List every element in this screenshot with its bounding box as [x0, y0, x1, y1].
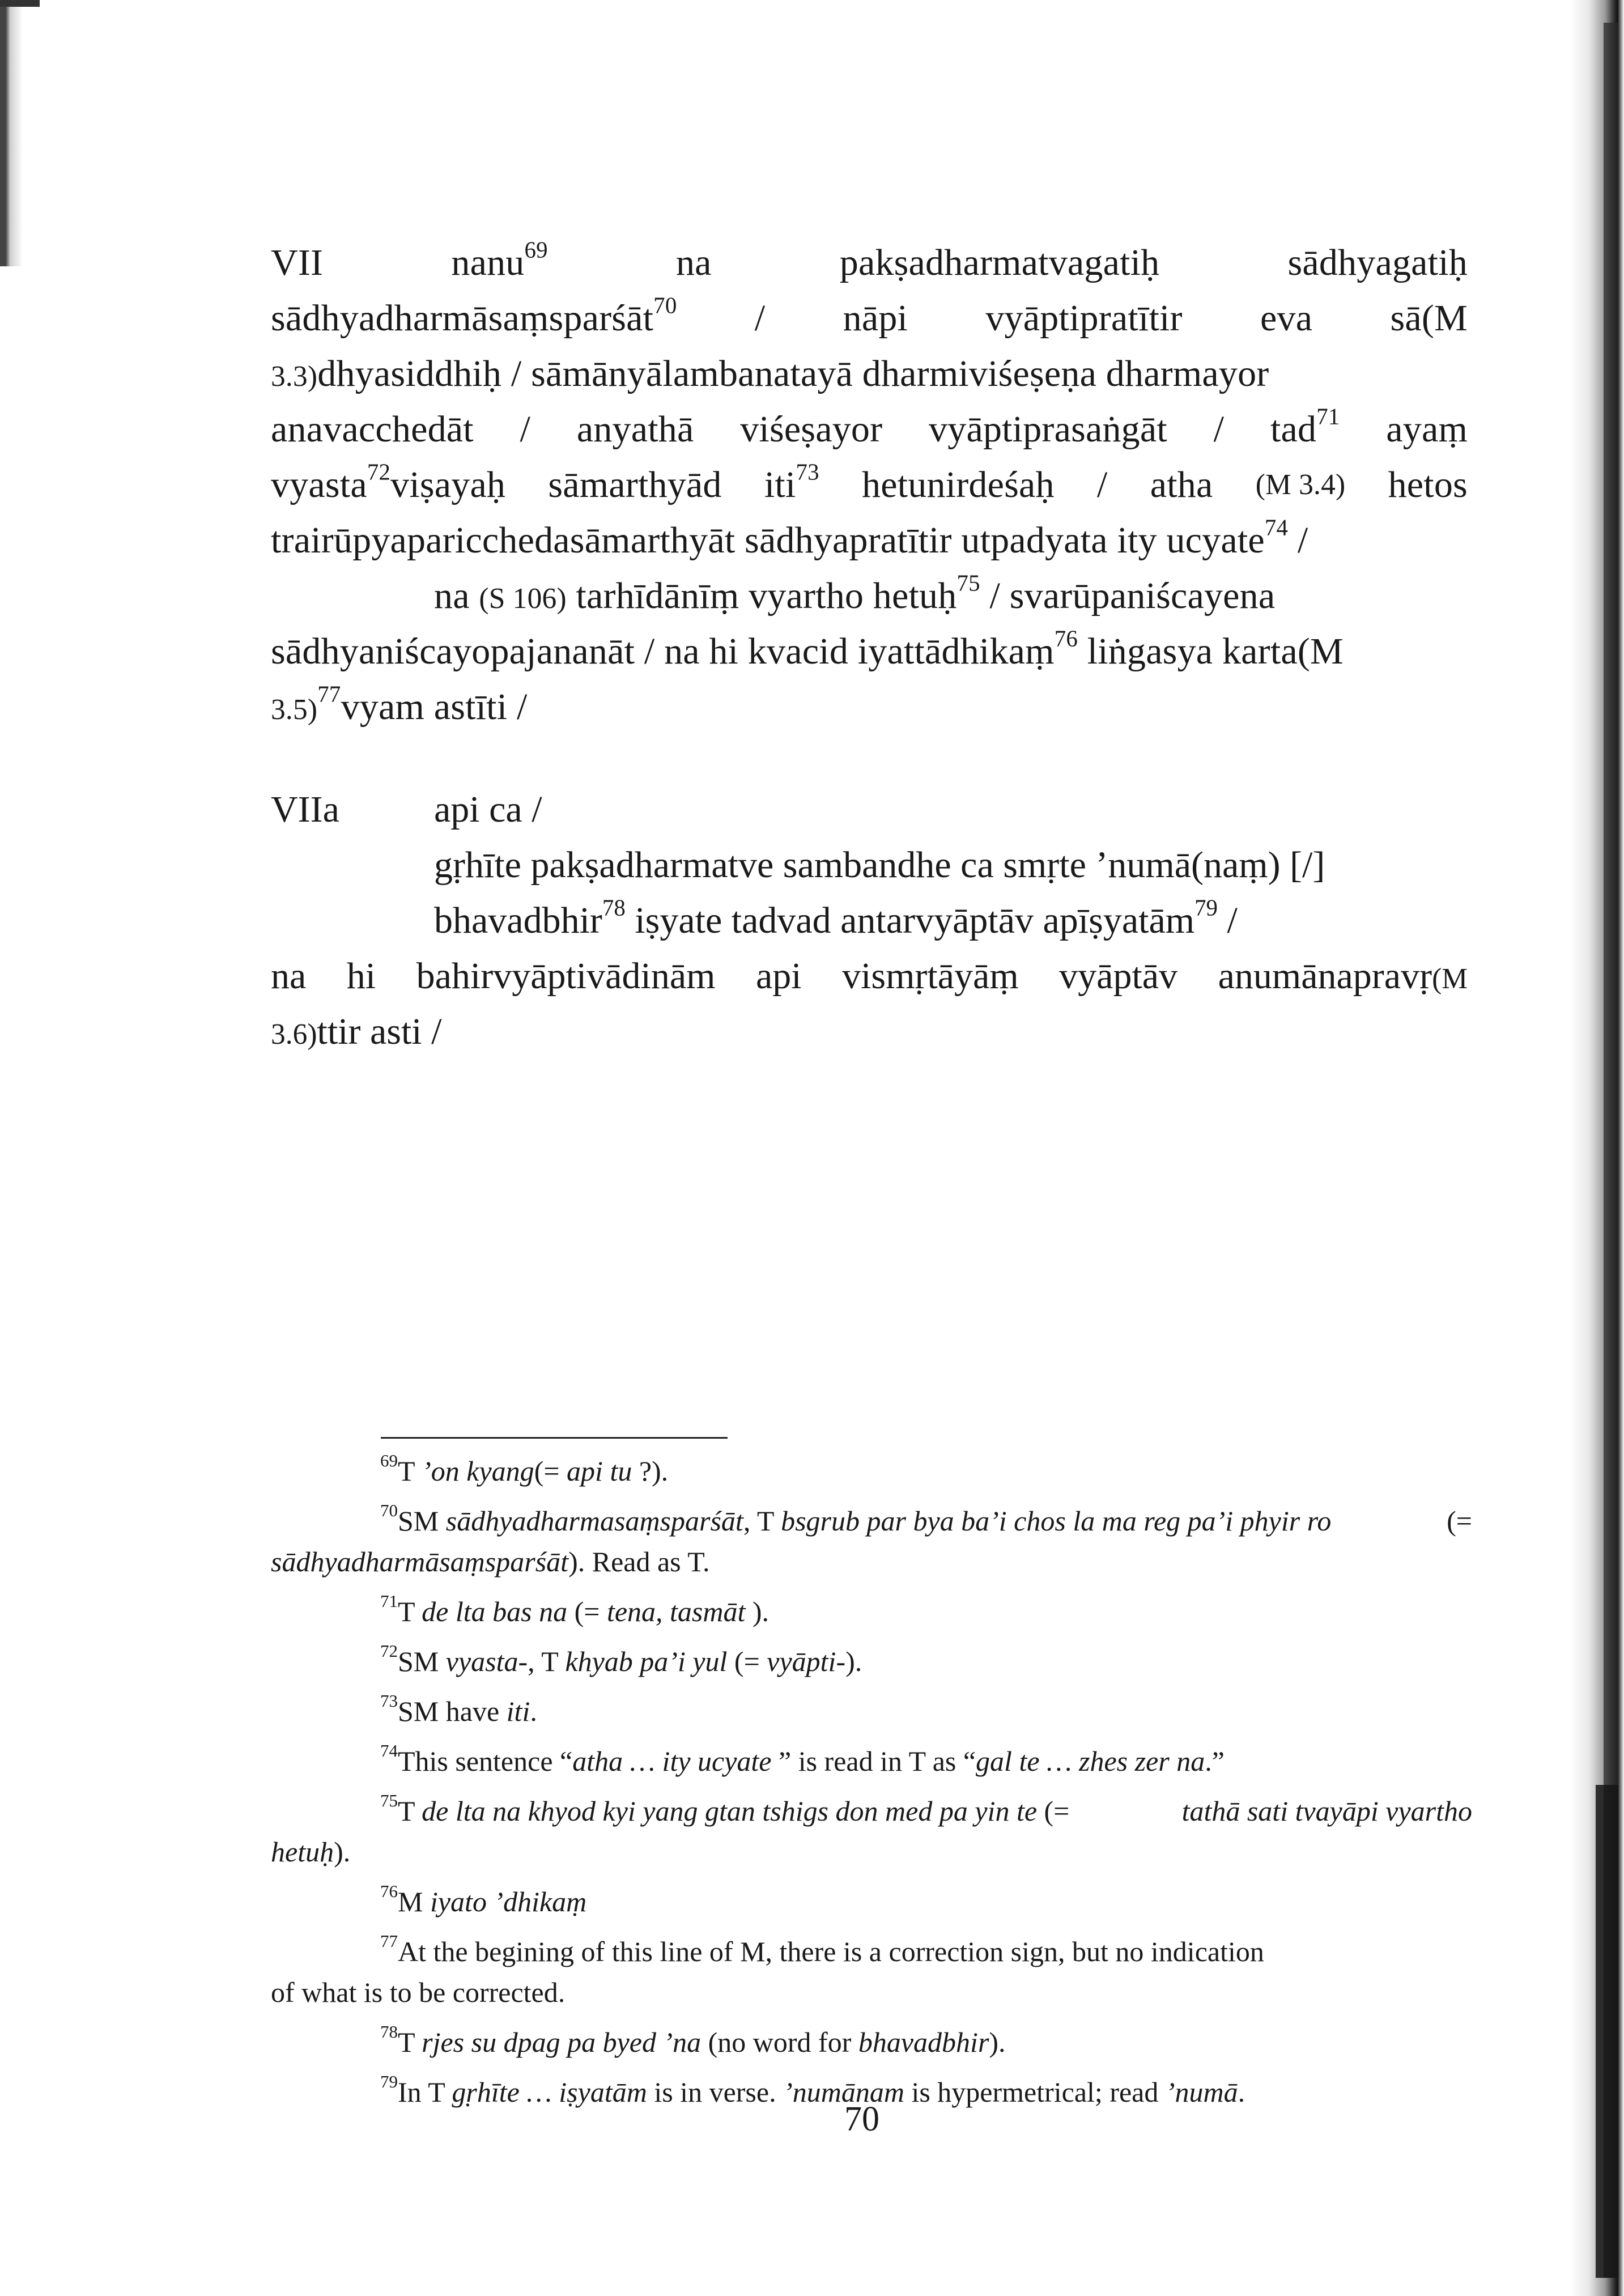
section-label: VII [271, 242, 324, 283]
footnote-ref: 79 [1194, 895, 1218, 921]
page-number: 70 [844, 2100, 879, 2138]
footnotes [271, 1451, 1472, 2112]
scan-edge-right-shadow-lower [1596, 1785, 1618, 2278]
footnote-72: $^{72}$SM vyasta-, T khyab pa’i yul (= vyāpti-). [380, 1641, 862, 1677]
section-vii-line-3: 3.3)dhyasiddhiḥ / sāmānyālambanatayā dharmiviśeṣeṇa dharmayor [271, 353, 1269, 394]
verse-line-1: gṛhīte pakṣadharmatve sambandhe ca smṛte ’numā(naṃ) [/] [434, 844, 1325, 886]
footnote-ref: 76 [1054, 626, 1078, 652]
footnote-70: $^{70}$SM sādhyadharmasaṃsparśāt, T bsgrub par bya ba’i chos la ma reg pa’i phyir ro (= sādhyadharmāsaṃsparśāt). Read as T. [271, 1500, 1472, 1578]
footnote-ref: 78 [602, 895, 626, 921]
footnote-73: $^{73}$SM have iti. [380, 1691, 537, 1727]
footnote-75: $^{75}$T de lta na khyod kyi yang gtan tshigs don med pa yin te (= tathā sati tvayāpi vyartho hetuḥ). [271, 1791, 1472, 1868]
section-viia-line-1: VIIa api ca / [271, 782, 1461, 837]
footnote-74: $^{74}$This sentence “atha … ity ucyate ” is read in T as “gal te … zhes zer na.” [380, 1741, 1225, 1777]
section-vii-line-4: anavacchedāt / anyathā viśeṣayor vyāptiprasaṅgāt / tad$^{71}$ ayaṃ [271, 403, 1468, 450]
section-viia [271, 782, 1468, 1060]
footnote-79: $^{79}$In T gṛhīte … iṣyatām is in verse. ’numānam is hypermetrical; read ’numā. [380, 2072, 1245, 2108]
scan-edge-left-top [0, 0, 40, 7]
section-vii-line-6: trairūpyaparicchedasāmarthyāt sādhyapratītir utpadyata ity ucyate$^{74}$ / [271, 515, 1308, 561]
footnote-ref: 71 [1316, 403, 1340, 430]
footnote-78: $^{78}$T rjes su dpag pa byed ’na (no word for bhavadbhir). [380, 2022, 1006, 2058]
verse-line-2: bhavadbhir$^{78}$ iṣyate tadvad antarvyāptāv apīṣyatām$^{79}$ / [434, 895, 1238, 941]
footnote-separator [381, 1437, 728, 1439]
footnote-ref: 69 [524, 237, 548, 263]
section-viia-line-5: 3.6)ttir asti / [271, 1011, 442, 1052]
footnote-71: $^{71}$T de lta bas na (= tena, tasmāt ). [380, 1591, 770, 1627]
section-label: VIIa [271, 789, 339, 830]
footnote-76: $^{76}$M iyato ’dhikaṃ [380, 1881, 587, 1917]
footnote-ref: 74 [1264, 515, 1289, 541]
section-vii-line-8: sādhyaniścayopajananāt / na hi kvacid iyattādhikaṃ$^{76}$ liṅgasya karta(M [271, 626, 1344, 672]
section-viia-line-4: na hi bahirvyāptivādinām api vismṛtāyāṃ vyāptāv anumānapravṛ(M [271, 955, 1468, 997]
footnote-ref: 75 [956, 570, 980, 596]
footnote-77: $^{77}$At the begining of this line of M, there is a correction sign, but no indication of what is to be corrected. [271, 1931, 1264, 2008]
footnote-69: $^{69}$T ’on kyang(= api tu ?). [380, 1451, 669, 1487]
section-vii-line-9: 3.5)$^{77}$vyam astīti / [271, 681, 528, 728]
scan-edge-left [0, 0, 23, 266]
section-vii-line-2: sādhyadharmāsaṃsparśāt$^{70}$ / nāpi vyāptipratītir eva sā(M [271, 292, 1468, 339]
footnote-ref: 77 [317, 681, 341, 707]
footnote-ref: 70 [653, 292, 677, 318]
section-vii-line-5: vyasta$^{72}$viṣayaḥ sāmarthyād iti$^{73}$ hetunirdeśaḥ / atha (M 3.4) hetos [271, 459, 1468, 505]
footnote-ref: 72 [367, 459, 391, 485]
section-vii-line-7: na (S 106) tarhīdānīṃ vyartho hetuḥ$^{75}$ / svarūpaniścayena [434, 570, 1276, 616]
section-vii-line-1: VII nanu$^{69}$ na pakṣadharmatvagatiḥ sādhyagatiḥ [271, 235, 1468, 291]
section-vii [271, 235, 1468, 735]
footnote-ref: 73 [796, 459, 819, 485]
